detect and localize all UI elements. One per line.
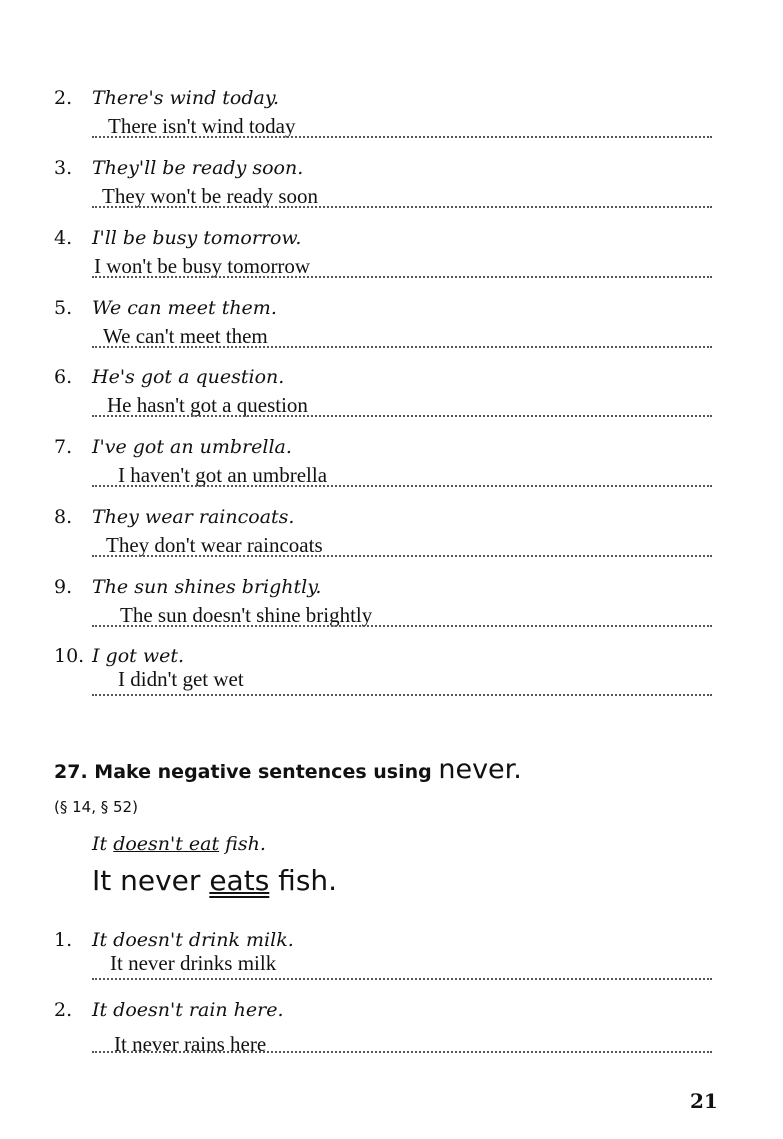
item-answer: I didn't get wet <box>118 667 244 691</box>
item-number: 6. <box>54 366 73 388</box>
answer-line <box>92 625 712 627</box>
item-answer: I won't be busy tomorrow <box>94 254 311 278</box>
item-number: 1. <box>54 929 73 951</box>
item-answer: He hasn't got a question <box>107 393 308 417</box>
answer-line <box>92 485 712 487</box>
answer-line <box>92 415 712 417</box>
item-number: 3. <box>54 157 73 179</box>
item-prompt: There's wind today. <box>92 87 280 109</box>
item-number: 2. <box>54 999 73 1021</box>
item-answer: They won't be ready soon <box>102 184 319 208</box>
item-prompt: The sun shines brightly. <box>92 576 322 598</box>
item-number: 7. <box>54 436 73 458</box>
item-prompt: It doesn't drink milk. <box>92 929 294 951</box>
item-prompt: I'll be busy tomorrow. <box>92 227 302 249</box>
answer-line <box>92 346 712 348</box>
example-question-text: It <box>92 833 114 855</box>
item-number: 4. <box>54 227 73 249</box>
item-number: 9. <box>54 576 73 598</box>
example-answer-underlined: eats <box>209 864 270 897</box>
item-answer: It never drinks milk <box>110 951 277 975</box>
item-number: 2. <box>54 87 73 109</box>
item-prompt: It doesn't rain here. <box>92 999 284 1021</box>
exercise-heading <box>54 754 522 785</box>
exercise-number: 27. <box>54 761 88 783</box>
example-answer-text-end: fish. <box>269 864 338 897</box>
item-answer: They don't wear raincoats <box>106 533 323 557</box>
section-references: (§ 14, § 52) <box>54 798 138 816</box>
item-prompt: He's got a question. <box>92 366 285 388</box>
answer-line <box>92 978 712 980</box>
item-answer: I haven't got an umbrella <box>118 463 328 487</box>
exercise-title: Make negative sentences using <box>94 761 432 783</box>
item-answer: We can't meet them <box>103 324 268 348</box>
item-prompt: I've got an umbrella. <box>92 436 292 458</box>
item-prompt: We can meet them. <box>92 297 277 319</box>
example-question-underlined: doesn't eat <box>113 833 220 855</box>
item-prompt: They'll be ready soon. <box>92 157 304 179</box>
example-question-text-end: fish. <box>219 833 266 855</box>
answer-line <box>92 206 712 208</box>
answer-line <box>92 694 712 696</box>
item-answer: The sun doesn't shine brightly <box>120 603 373 627</box>
page-number: 21 <box>690 1089 718 1113</box>
item-prompt: I got wet. <box>92 645 185 667</box>
item-answer: There isn't wind today <box>108 114 296 138</box>
item-number: 5. <box>54 297 73 319</box>
answer-line <box>92 136 712 138</box>
item-number: 10. <box>54 645 85 667</box>
answer-line <box>92 276 712 278</box>
item-answer: It never rains here <box>114 1032 267 1056</box>
item-prompt: They wear raincoats. <box>92 506 295 528</box>
answer-line <box>92 555 712 557</box>
example-answer <box>92 864 337 897</box>
item-number: 8. <box>54 506 73 528</box>
exercise-keyword: never. <box>438 754 522 785</box>
example-question <box>92 833 266 855</box>
answer-line <box>92 1051 712 1053</box>
example-answer-text: It never <box>92 864 210 897</box>
